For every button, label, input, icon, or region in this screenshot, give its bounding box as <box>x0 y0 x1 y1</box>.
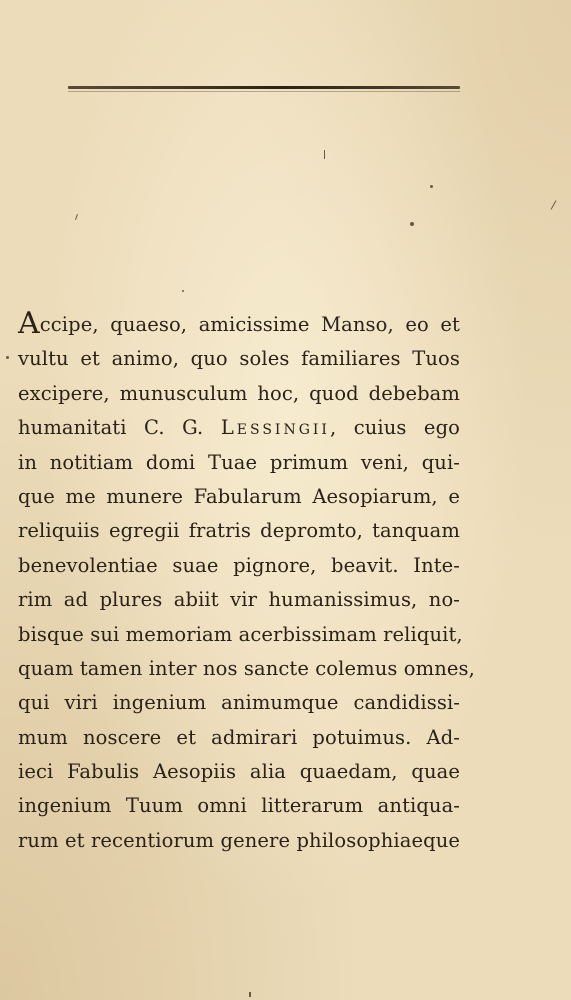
header-rule-shadow <box>68 91 460 92</box>
ink-speck <box>182 290 184 292</box>
ink-speck <box>551 200 557 209</box>
text-line <box>18 308 460 342</box>
ink-speck <box>324 150 325 159</box>
ink-speck <box>75 214 78 220</box>
text-line: bisque sui memoriam acerbissimam reliquit, <box>18 622 463 646</box>
text-line: benevolentiae suae pignore, beavit. Inte- <box>18 553 460 577</box>
ink-speck <box>410 222 414 226</box>
text-line: mum noscere et admirari potuimus. Ad- <box>18 725 460 749</box>
text-line: rum et recentiorum genere philosophiaeque <box>18 828 460 852</box>
line-text: , cuius ego <box>329 416 460 440</box>
ink-speck <box>249 992 251 997</box>
text-line: excipere, munusculum hoc, quod debebam <box>18 381 460 405</box>
ink-speck <box>6 356 9 359</box>
text-line: quam tamen inter nos sancte colemus omnes, <box>18 656 475 680</box>
author-name: Lessingii <box>220 416 330 440</box>
line-text: ccipe, quaeso, amicissime Manso, eo et <box>39 313 460 336</box>
text-line: reliquiis egregii fratris depromto, tanquam <box>18 519 460 543</box>
text-line: ingenium Tuum omni litterarum antiqua- <box>18 794 460 818</box>
text-line: in notitiam domi Tuae primum veni, qui- <box>18 450 460 474</box>
text-line: qui viri ingenium animumque candidissi- <box>18 691 460 715</box>
ink-speck <box>430 185 433 188</box>
text-line <box>18 411 460 445</box>
text-line: rim ad plures abiit vir humanissimus, no- <box>18 588 460 612</box>
body-text <box>18 306 475 858</box>
text-line: que me munere Fabularum Aesopiarum, e <box>18 484 460 508</box>
text-line: vultu et animo, quo soles familiares Tuos <box>18 347 460 371</box>
drop-cap: A <box>18 306 40 341</box>
header-rule <box>68 86 460 89</box>
line-text: humanitati C. G. <box>18 416 221 440</box>
text-line: ieci Fabulis Aesopiis alia quaedam, quae <box>18 760 460 784</box>
